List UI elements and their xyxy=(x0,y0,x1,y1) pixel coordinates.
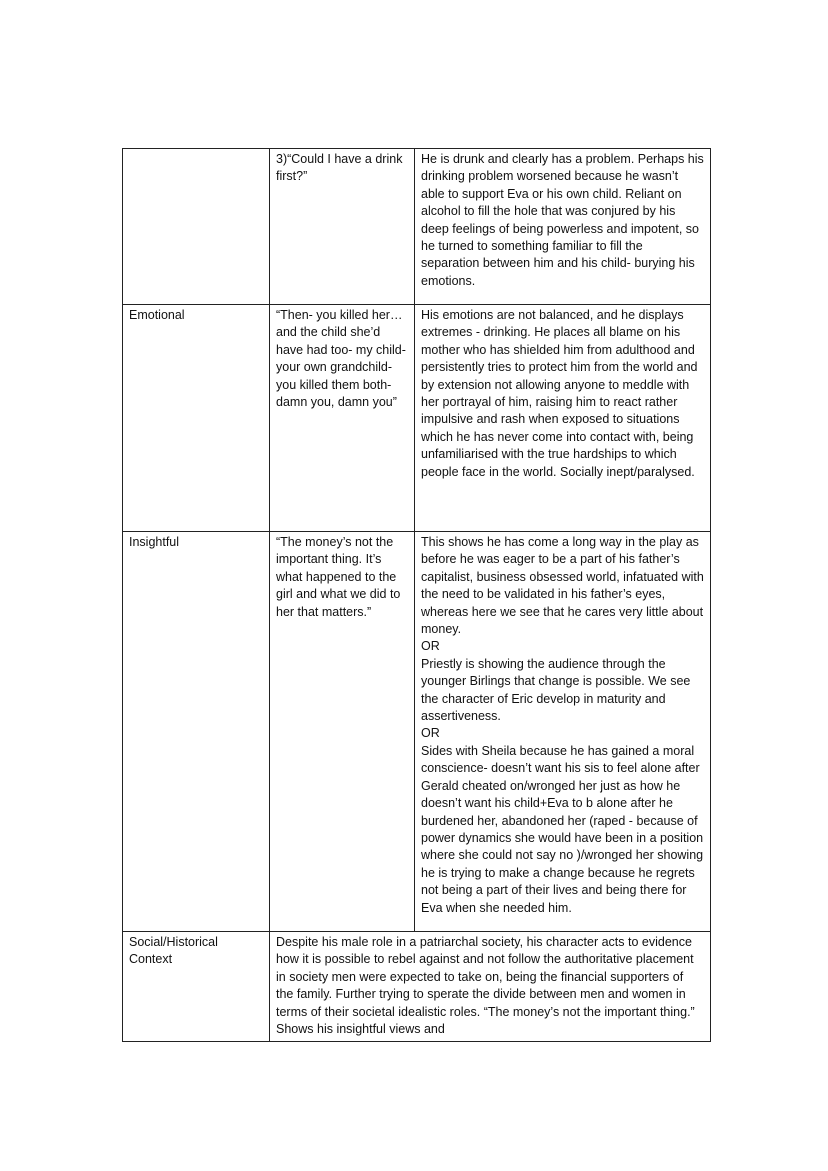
quote-cell: “Then- you killed her… and the child she’d have had too- my child- your own grandchild- you killed them both- damn you, damn you” xyxy=(270,305,415,532)
context-text-cell: Despite his male role in a patriarchal society, his character acts to evidence how it is possible to rebel against and not follow the authoritative placement in society men were expected to take on, being the financial supporters of the family. Further trying to sperate the divide between men and women in terms of their societal idealistic roles. “The money’s not the important thing.” Shows his insightful views and xyxy=(270,932,711,1042)
analysis-cell xyxy=(415,149,711,305)
table-row xyxy=(123,532,711,932)
analysis-paragraph: His emotions are not balanced, and he displays extremes - drinking. He places all blame on his mother who has shielded him from adulthood and persistently tries to protect him from the world and by extension not allowing anyone to meddle with her portrayal of him, raising him to react rather impulsive and rash when exposed to situations which he has never come into contact with, being unfamiliarised with the true hardships to which people face in the world. Socially inept/paralysed. xyxy=(421,308,698,479)
analysis-paragraph: He is drunk and clearly has a problem. Perhaps his drinking problem worsened because he wasn’t able to support Eva or his own child. Reliant on alcohol to fill the hole that was conjured by his deep feelings of being powerless and impotent, so he turned to something familiar to fill the separation between him and his child- burying his emotions. xyxy=(421,152,704,288)
table-row xyxy=(123,149,711,305)
category-cell: Social/Historical Context xyxy=(123,932,270,1042)
analysis-separator: OR xyxy=(421,639,440,654)
table-row xyxy=(123,305,711,532)
analysis-paragraph: This shows he has come a long way in the play as before he was eager to be a part of his father’s capitalist, business obsessed world, infatuated with the need to be validated in his father’s eyes, whereas here we see that he cares very little about money. xyxy=(421,535,704,637)
category-cell xyxy=(123,149,270,305)
quote-cell: 3)“Could I have a drink first?” xyxy=(270,149,415,305)
analysis-paragraph: Priestly is showing the audience through the younger Birlings that change is possible. We see the character of Eric develop in maturity and assertiveness. xyxy=(421,656,691,724)
quote-cell: “The money’s not the important thing. It’s what happened to the girl and what we did to her that matters.” xyxy=(270,532,415,932)
category-cell: Emotional xyxy=(123,305,270,532)
category-cell: Insightful xyxy=(123,532,270,932)
analysis-cell xyxy=(415,305,711,532)
analysis-table xyxy=(122,148,711,1042)
context-row xyxy=(123,932,711,1042)
analysis-cell xyxy=(415,532,711,932)
analysis-separator: OR xyxy=(421,726,440,741)
analysis-paragraph: Sides with Sheila because he has gained a moral conscience- doesn’t want his sis to feel alone after Gerald cheated on/wronged her just as how he doesn’t want his child+Eva to b alone after he burdened her, abandoned her (raped - because of power dynamics she would have been in a position where she could not say no )/wronged her showing he is trying to make a change because he regrets not being a part of their lives and being there for Eva when she needed him. xyxy=(421,743,704,915)
